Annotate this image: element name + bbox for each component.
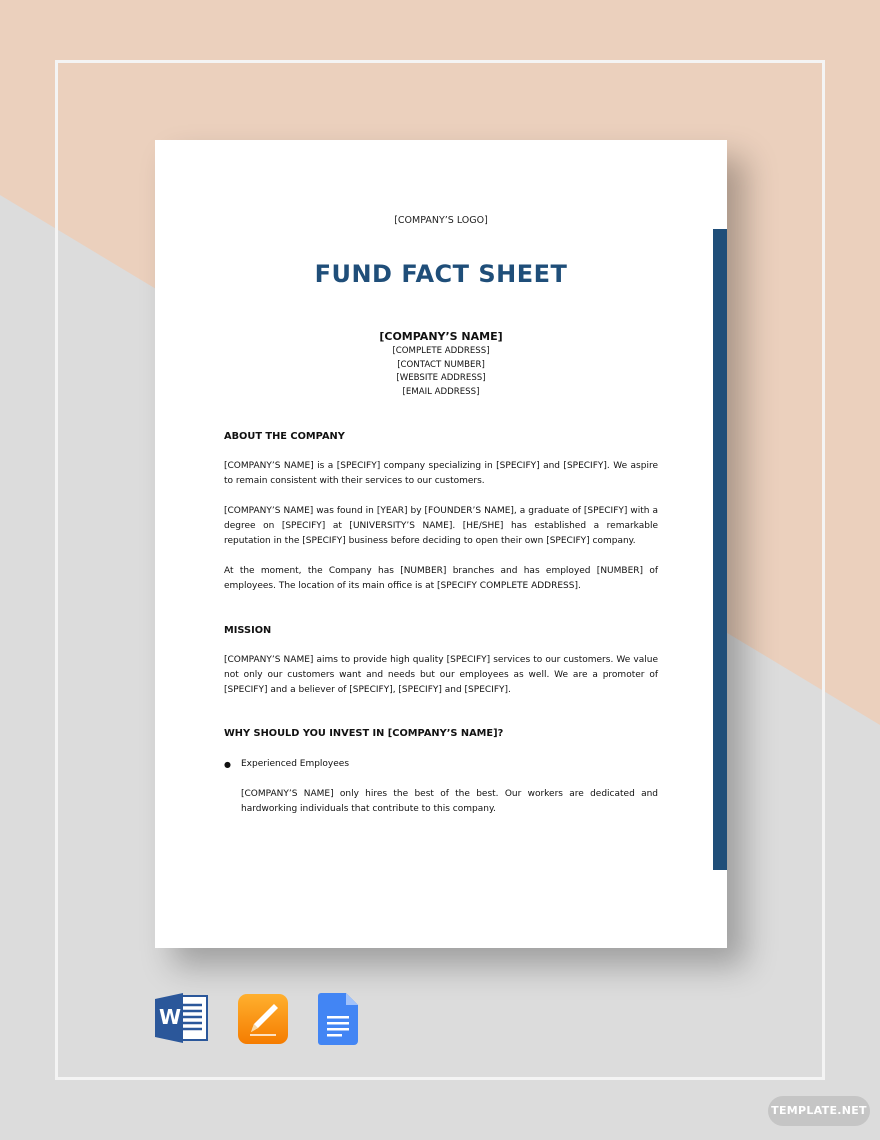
accent-side-bar [713,229,727,870]
company-email: [EMAIL ADDRESS] [402,386,480,397]
about-paragraph: [COMPANY’S NAME] was found in [YEAR] by [FOUNDER’S NAME], a graduate of [SPECIFY] with a degree on [SPECIFY] at [UNIVERSITY’S NAME]. [HE/SHE] has established a remarkable reputation in the [SPECIFY] business before deciding to open their own [SPECIFY] company. [224,506,658,546]
company-address: [COMPLETE ADDRESS] [392,346,490,356]
invest-heading: WHY SHOULD YOU INVEST IN [COMPANY’S NAME]? [224,728,504,739]
company-logo-placeholder: [COMPANY’S LOGO] [394,215,488,226]
company-name: [COMPANY’S NAME] [379,330,503,343]
bullet-item [224,757,658,772]
word-letter: W [158,1005,182,1029]
google-docs-icon[interactable] [318,993,358,1045]
bullet-dot: ● [224,760,231,769]
about-paragraph: At the moment, the Company has [NUMBER] branches and has employed [NUMBER] of employees. The location of its main office is at [SPECIFY COMPLETE ADDRESS]. [224,566,658,591]
bullet-label: Experienced Employees [241,759,350,769]
document-body [224,430,658,817]
mission-heading: MISSION [224,625,272,636]
microsoft-word-icon[interactable] [155,993,209,1043]
document-page [155,140,727,948]
company-info-block [155,329,727,399]
document-title: FUND FACT SHEET [314,260,568,288]
about-heading: ABOUT THE COMPANY [224,431,345,442]
about-paragraph: [COMPANY’S NAME] is a [SPECIFY] company specializing in [SPECIFY] and [SPECIFY]. We aspire to remain consistent with their services to our customers. [224,461,658,486]
template-net-watermark: TEMPLATE.NET [768,1096,870,1126]
company-contact: [CONTACT NUMBER] [397,359,485,370]
mission-paragraph: [COMPANY’S NAME] aims to provide high quality [SPECIFY] services to our customers. We value not only our customers want and needs but our employees as well. We are a promoter of [SPECIFY] and a believer of [SPECIFY], [SPECIFY] and [SPECIFY]. [224,655,658,695]
bullet-paragraph: [COMPANY’S NAME] only hires the best of the best. Our workers are dedicated and hardworking individuals that contribute to this company. [241,789,658,814]
apple-pages-icon[interactable] [238,994,288,1044]
company-website: [WEBSITE ADDRESS] [396,373,486,383]
